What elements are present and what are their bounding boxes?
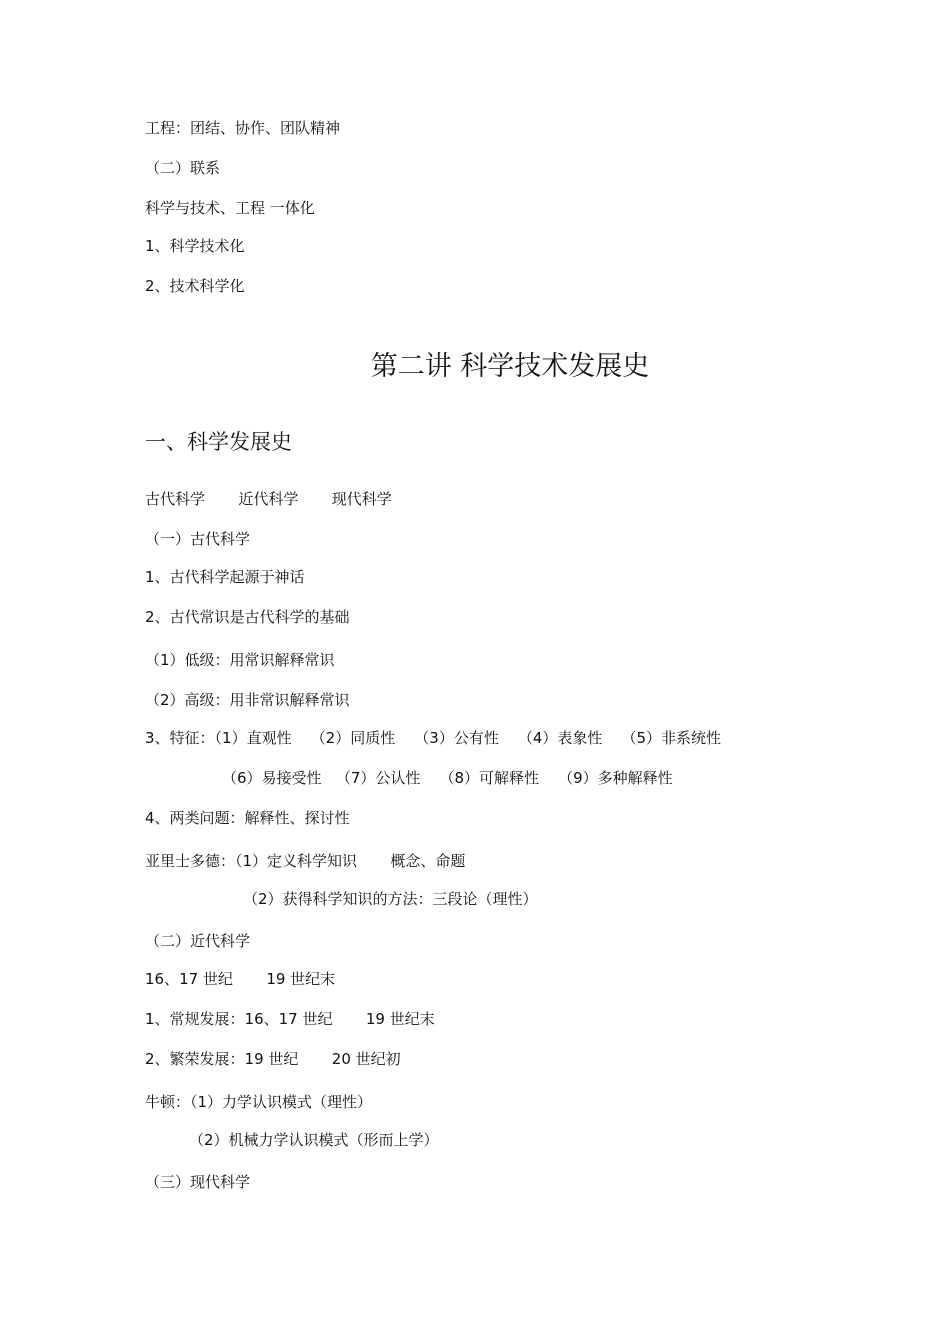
text-line: 1、科学技术化 [145, 237, 245, 255]
text-line: （2）获得科学知识的方法：三段论（理性） [243, 890, 538, 908]
text-line: （1）低级：用常识解释常识 [145, 651, 335, 669]
text-line: 亚里士多德：（1）定义科学知识 概念、命题 [145, 852, 466, 870]
text-line: （二）近代科学 [145, 932, 251, 950]
text-line: （三）现代科学 [145, 1173, 251, 1191]
text-line: （6）易接受性 （7）公认性 （8）可解释性 （9）多种解释性 [222, 769, 673, 787]
text-line: 1、古代科学起源于神话 [145, 568, 305, 586]
text-line: 16、17 世纪 19 世纪末 [145, 970, 336, 988]
text-line: （一）古代科学 [145, 530, 251, 548]
text-line: （2）机械力学认识模式（形而上学） [189, 1131, 439, 1149]
text-line: 牛顿：（1）力学认识模式（理性） [145, 1093, 373, 1111]
text-line: 2、古代常识是古代科学的基础 [145, 608, 350, 626]
text-line: 2、技术科学化 [145, 277, 245, 295]
text-line: （2）高级：用非常识解释常识 [145, 691, 350, 709]
text-line: 2、繁荣发展：19 世纪 20 世纪初 [145, 1050, 401, 1068]
text-line: 古代科学 近代科学 现代科学 [145, 490, 392, 508]
lecture-title-text: 第二讲 科学技术发展史 [370, 351, 650, 382]
text-line: 工程：团结、协作、团队精神 [145, 119, 341, 137]
text-line: 4、两类问题：解释性、探讨性 [145, 809, 350, 827]
text-line: 科学与技术、工程 一体化 [145, 199, 315, 217]
text-line: （二）联系 [145, 159, 221, 177]
text-line: 3、特征：（1）直观性 （2）同质性 （3）公有性 （4）表象性 （5）非系统性 [145, 729, 722, 747]
lecture-title [0, 350, 950, 384]
section-title: 一、科学发展史 [145, 430, 292, 454]
text-line: 1、常规发展：16、17 世纪 19 世纪末 [145, 1010, 435, 1028]
